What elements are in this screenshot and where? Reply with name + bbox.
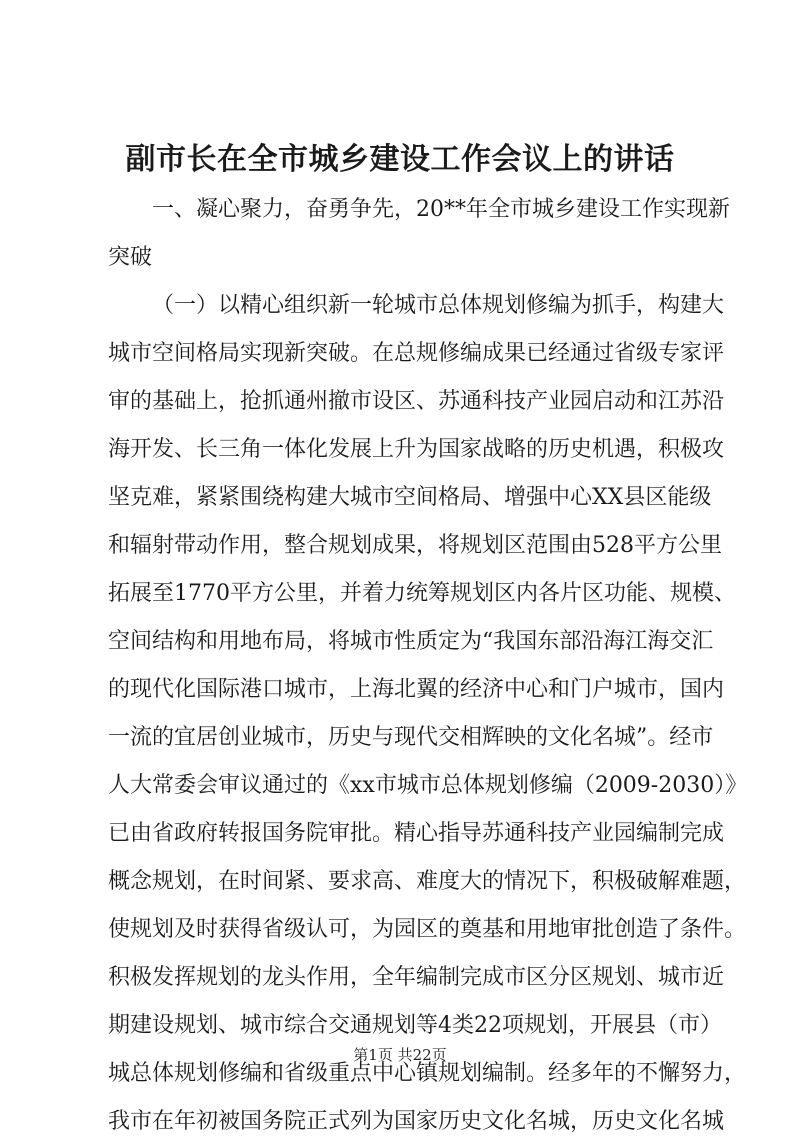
paragraph-line: 城市空间格局实现新突破。在总规修编成果已经通过省级专家评 <box>108 341 725 366</box>
paragraph-line: 空间结构和用地布局，将城市性质定为“我国东部沿海江海交汇 <box>108 629 714 654</box>
paragraph-line: 我市在年初被国务院正式列为国家历史文化名城，历史文化名城 <box>108 1109 725 1134</box>
document-title: 副市长在全市城乡建设工作会议上的讲话 <box>125 142 675 177</box>
paragraph-line: 积极发挥规划的龙头作用，全年编制完成市区分区规划、城市近 <box>108 965 725 990</box>
page-number: 第1页 共22页 <box>353 1046 447 1064</box>
section-heading-line: 突破 <box>108 245 153 270</box>
paragraph-line: 的现代化国际港口城市，上海北翼的经济中心和门户城市，国内 <box>108 677 725 702</box>
paragraph-line: 海开发、长三角一体化发展上升为国家战略的历史机遇，积极攻 <box>108 437 725 462</box>
paragraph-line: 和辐射带动作用，整合规划成果，将规划区范围由528平方公里 <box>108 533 722 558</box>
section-heading-line: 一、凝心聚力，奋勇争先，20**年全市城乡建设工作实现新 <box>152 197 730 222</box>
paragraph-line: 使规划及时获得省级认可，为园区的奠基和用地审批创造了条件。 <box>108 917 747 942</box>
paragraph-line: 已由省政府转报国务院审批。精心指导苏通科技产业园编制完成 <box>108 821 725 846</box>
document-body <box>108 186 748 1146</box>
paragraph-line: 一流的宜居创业城市，历史与现代交相辉映的文化名城”。经市 <box>108 725 714 750</box>
paragraph-line: 期建设规划、城市综合交通规划等4类22项规划，开展县（市） <box>108 1013 722 1038</box>
paragraph-line: 坚克难，紧紧围绕构建大城市空间格局、增强中心XX县区能级 <box>108 485 712 510</box>
paragraph-line: 拓展至1770平方公里，并着力统筹规划区内各片区功能、规模、 <box>108 581 736 606</box>
paragraph-line: 城总体规划修编和省级重点中心镇规划编制。经多年的不懈努力， <box>108 1061 747 1086</box>
paragraph-line: 人大常委会审议通过的《xx市城市总体规划修编（2009-2030）》 <box>108 773 748 798</box>
paragraph-line: 审的基础上，抢抓通州撤市设区、苏通科技产业园启动和江苏沿 <box>108 389 725 414</box>
paragraph-line: （一）以精心组织新一轮城市总体规划修编为抓手，构建大 <box>152 293 725 318</box>
paragraph-line: 概念规划，在时间紧、要求高、难度大的情况下，积极破解难题， <box>108 869 747 894</box>
